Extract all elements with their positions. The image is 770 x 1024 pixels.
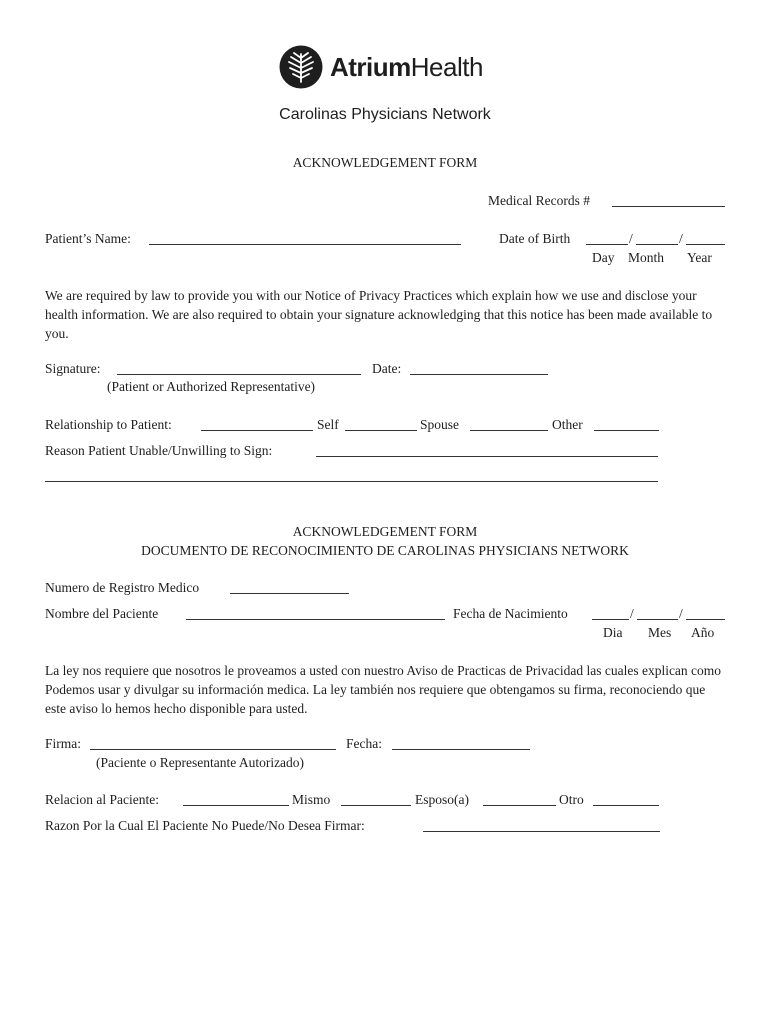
english-title: ACKNOWLEDGEMENT FORM — [292, 155, 478, 170]
dob-year-field-es[interactable] — [686, 619, 725, 620]
relationship-field-es[interactable] — [183, 805, 289, 806]
spanish-subtitle: DOCUMENTO DE RECONOCIMIENTO DE CAROLINAS PHYSICIANS NETWORK — [141, 543, 629, 558]
brand-name-bold: Atrium — [330, 52, 411, 82]
date-label: Date: — [372, 361, 402, 376]
date-field[interactable] — [410, 374, 548, 375]
relationship-label: Relationship to Patient: — [45, 417, 172, 432]
dob-day-caption: Day — [592, 250, 615, 265]
dob-month-caption: Month — [628, 250, 665, 265]
spouse-label-es: Esposo(a) — [415, 792, 469, 807]
signature-label: Signature: — [45, 361, 101, 376]
medical-records-label: Medical Records # — [488, 193, 590, 208]
date-field-es[interactable] — [392, 749, 530, 750]
date-label-es: Fecha: — [346, 736, 382, 751]
network-name: Carolinas Physicians Network — [279, 106, 491, 123]
reason-label: Reason Patient Unable/Unwilling to Sign: — [45, 443, 273, 458]
other-label: Other — [552, 417, 583, 432]
dob-month-field-es[interactable] — [637, 619, 678, 620]
patient-name-field[interactable] — [149, 244, 461, 245]
reason-label-es: Razon Por la Cual El Paciente No Puede/No Desea Firmar: — [45, 818, 365, 833]
dob-label: Date of Birth — [499, 231, 571, 246]
patient-name-label: Patient’s Name: — [45, 231, 131, 246]
spouse-label: Spouse — [420, 417, 460, 432]
patient-name-field-es[interactable] — [186, 619, 445, 620]
dob-year-field[interactable] — [686, 244, 725, 245]
dob-day-field[interactable] — [586, 244, 628, 245]
reason-field-continued[interactable] — [45, 481, 658, 482]
dob-label-es: Fecha de Nacimiento — [453, 606, 568, 621]
spanish-title: ACKNOWLEDGEMENT FORM — [292, 524, 478, 539]
reason-field-es[interactable] — [423, 831, 660, 832]
signature-note: (Patient or Authorized Representative) — [107, 379, 316, 394]
other-label-es: Otro — [559, 792, 584, 807]
dob-slash: / — [679, 231, 683, 246]
signature-label-es: Firma: — [45, 736, 81, 751]
dob-year-caption: Year — [687, 250, 712, 265]
brand-name-light: Health — [410, 52, 483, 82]
self-label-es: Mismo — [292, 792, 331, 807]
dob-year-caption-es: Año — [691, 625, 715, 640]
self-field[interactable] — [345, 430, 417, 431]
relationship-field[interactable] — [201, 430, 313, 431]
spouse-field[interactable] — [470, 430, 548, 431]
signature-field[interactable] — [117, 374, 361, 375]
relationship-label-es: Relacion al Paciente: — [45, 792, 159, 807]
other-field[interactable] — [594, 430, 659, 431]
dob-month-field[interactable] — [636, 244, 678, 245]
privacy-paragraph-es: La ley nos requiere que nosotros le proveamos a usted con nuestro Aviso de Practicas de Privacidad las cuales explican como Podemos usar y divulgar su información medica. La ley también nos requiere que obtengamos su firma, reconociendo que este aviso lo hemos hecho disponible para usted. — [45, 663, 722, 716]
leaf-emblem-icon — [278, 44, 324, 90]
signature-field-es[interactable] — [90, 749, 336, 750]
dob-day-caption-es: Dia — [603, 625, 623, 640]
self-field-es[interactable] — [341, 805, 411, 806]
reason-field[interactable] — [316, 456, 658, 457]
privacy-paragraph: We are required by law to provide you with our Notice of Privacy Practices which explain how we use and disclose your health information. We are also required to obtain your signature acknowledging that this notice has been made available to you. — [45, 288, 713, 341]
medical-records-field[interactable] — [612, 206, 725, 207]
dob-slash: / — [629, 231, 633, 246]
medical-records-field-es[interactable] — [230, 593, 349, 594]
patient-name-label-es: Nombre del Paciente — [45, 606, 159, 621]
other-field-es[interactable] — [593, 805, 659, 806]
dob-month-caption-es: Mes — [648, 625, 672, 640]
signature-note-es: (Paciente o Representante Autorizado) — [96, 755, 305, 770]
dob-slash-es: / — [630, 606, 634, 621]
medical-records-label-es: Numero de Registro Medico — [45, 580, 200, 595]
spouse-field-es[interactable] — [483, 805, 556, 806]
dob-day-field-es[interactable] — [592, 619, 629, 620]
dob-slash-es: / — [679, 606, 683, 621]
self-label: Self — [317, 417, 339, 432]
